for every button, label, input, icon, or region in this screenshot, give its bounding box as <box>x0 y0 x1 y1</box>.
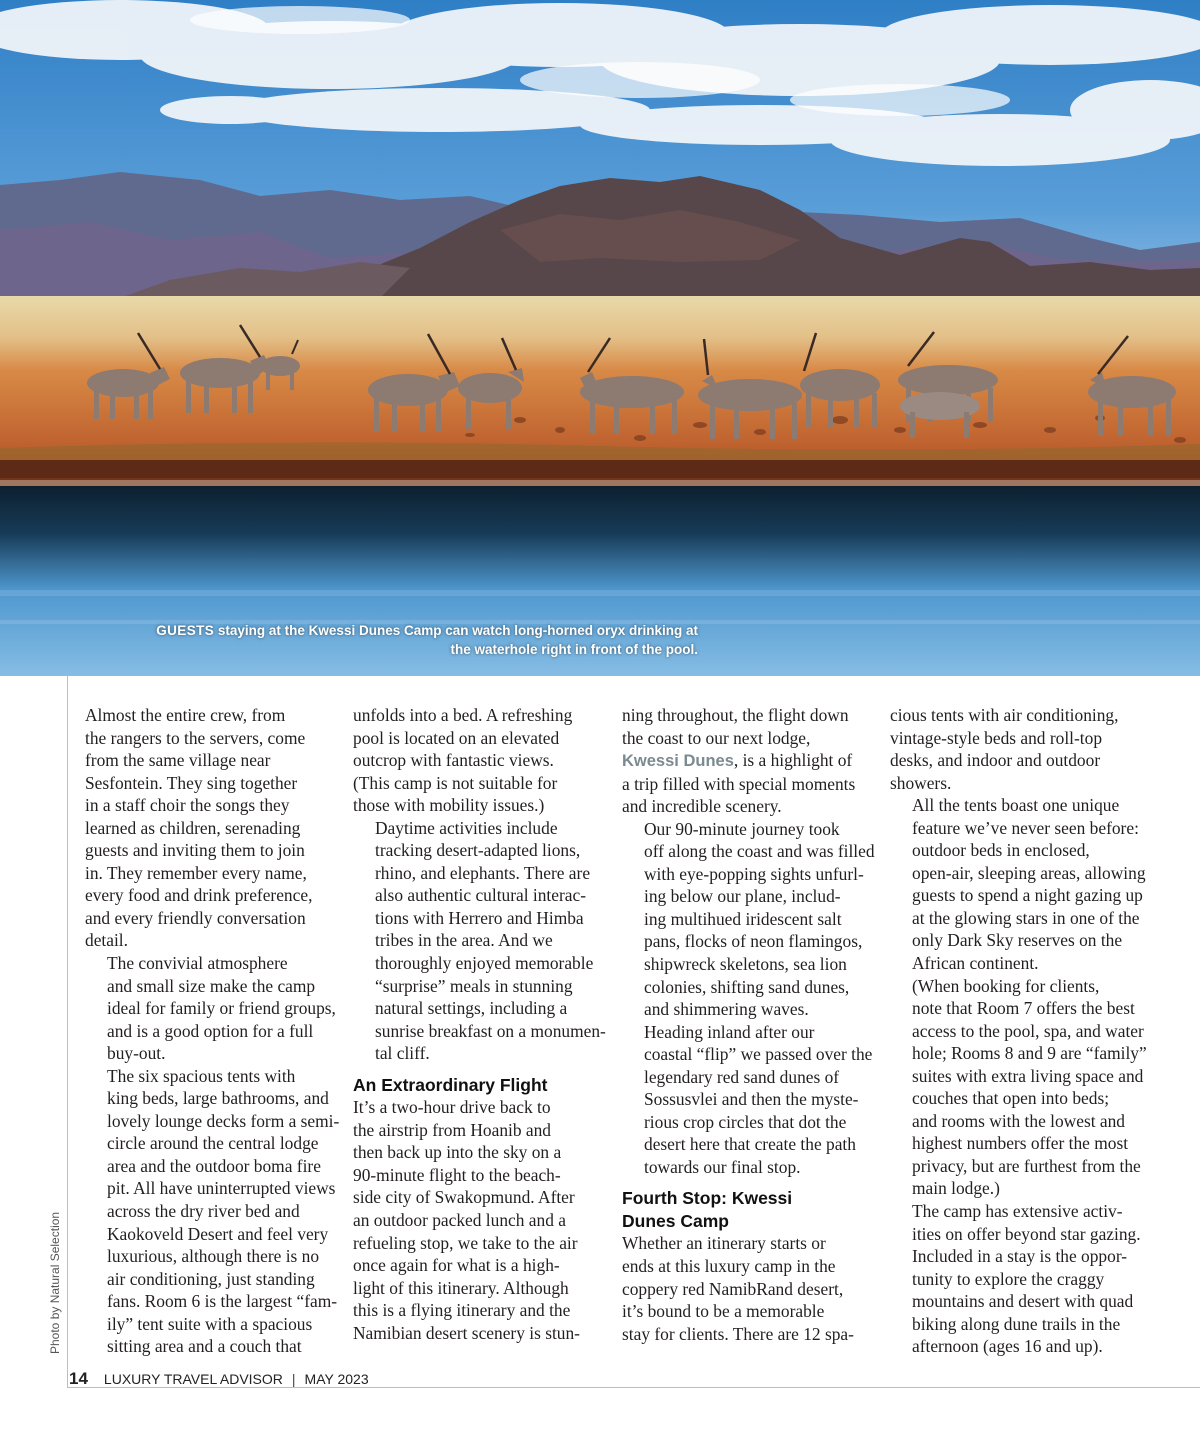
paragraph <box>353 817 606 1065</box>
text-line: coastal “flip” we passed over the <box>644 1044 873 1065</box>
text-line: Included in a stay is the oppor- <box>912 1246 1128 1267</box>
text-line: buy-out. <box>107 1043 166 1064</box>
paragraph <box>622 1021 872 1179</box>
text-line: guests to spend a night gazing up <box>912 885 1143 906</box>
text-line: tions with Herrero and Himba <box>375 907 584 928</box>
text-line: Almost the entire crew, from <box>85 705 286 725</box>
text-line: 90-minute flight to the beach- <box>353 1164 561 1185</box>
paragraph <box>622 1232 872 1345</box>
article-column-1 <box>85 704 340 1358</box>
paragraph <box>890 1200 1140 1358</box>
text-line: the rangers to the servers, come <box>85 727 306 748</box>
text-line: tracking desert-adapted lions, <box>375 840 581 861</box>
text-line: the airstrip from Hoanib and <box>353 1119 552 1140</box>
text-line: suites with extra living space and <box>912 1065 1144 1086</box>
text-line: colonies, shifting sand dunes, <box>644 976 850 997</box>
text-line: only Dark Sky reserves on the <box>912 930 1123 951</box>
text-line: and every friendly conversation <box>85 907 306 928</box>
issue-date: MAY 2023 <box>304 1371 369 1387</box>
text-line: The six spacious tents with <box>107 1065 296 1086</box>
text-line: with eye-popping sights unfurl- <box>644 863 864 884</box>
text-line: it’s bound to be a memorable <box>622 1301 825 1322</box>
text-line: pool is located on an elevated <box>353 727 560 748</box>
page-number: 14 <box>69 1369 88 1388</box>
paragraph <box>622 704 872 818</box>
paragraph <box>622 818 875 1021</box>
text-line: outcrop with fantastic views. <box>353 750 554 771</box>
text-line: area and the outdoor boma fire <box>107 1155 321 1176</box>
text-line: ities on offer beyond star gazing. <box>912 1223 1141 1244</box>
text-line: from the same village near <box>85 750 271 771</box>
section-heading: An Extraordinary Flight <box>353 1074 548 1095</box>
text-fragment: , is a highlight of <box>733 750 853 771</box>
text-line: (This camp is not suitable for <box>353 772 558 793</box>
text-line: open-air, sleeping areas, allowing <box>912 862 1146 883</box>
text-line: side city of Swakopmund. After <box>353 1187 575 1208</box>
text-line: Daytime activities include <box>375 817 558 838</box>
text-line: towards our final stop. <box>644 1156 801 1177</box>
text-line: in a staff choir the songs they <box>85 795 290 816</box>
text-line: legendary red sand dunes of <box>644 1066 840 1087</box>
text-line: desks, and indoor and outdoor <box>890 750 1101 771</box>
text-line: sunrise breakfast on a monumen- <box>375 1020 606 1041</box>
article-column-2 <box>353 704 606 1344</box>
text-line: vintage-style beds and roll-top <box>890 727 1103 748</box>
text-line: stay for clients. There are 12 spa- <box>622 1323 854 1344</box>
text-line: Heading inland after our <box>644 1021 815 1042</box>
text-line: this is a flying itinerary and the <box>353 1300 571 1321</box>
text-line: African continent. <box>912 953 1039 974</box>
text-line: natural settings, including a <box>375 998 568 1019</box>
hero-photo <box>0 0 1200 676</box>
text-line: ends at this luxury camp in the <box>622 1256 836 1277</box>
text-line: air conditioning, just standing <box>107 1268 315 1289</box>
text-line: an outdoor packed lunch and a <box>353 1209 566 1230</box>
heading-line: Dunes Camp <box>622 1210 729 1231</box>
text-line: and shimmering waves. <box>644 999 809 1020</box>
text-line: hole; Rooms 8 and 9 are “family” <box>912 1043 1147 1064</box>
caption-text-line-1: staying at the Kwessi Dunes Camp can watch long-horned oryx drinking at <box>214 623 698 638</box>
text-line: note that Room 7 offers the best <box>912 998 1135 1019</box>
text-line: shipwreck skeletons, sea lion <box>644 954 847 975</box>
text-line: “surprise” meals in stunning <box>375 975 573 996</box>
text-line: thoroughly enjoyed memorable <box>375 953 594 974</box>
text-line: circle around the central lodge <box>107 1133 319 1154</box>
text-line: and is a good option for a full <box>107 1020 314 1041</box>
paragraph <box>890 794 1146 974</box>
footer-separator: | <box>291 1371 296 1387</box>
text-line: The camp has extensive activ- <box>912 1201 1123 1222</box>
text-line: main lodge.) <box>912 1178 1000 1199</box>
text-line: once again for what is a high- <box>353 1255 560 1276</box>
text-line: lovely lounge decks form a semi- <box>107 1110 340 1131</box>
text-line: every food and drink preference, <box>85 885 313 906</box>
text-line: couches that open into beds; <box>912 1088 1110 1109</box>
photo-caption <box>0 621 698 659</box>
text-line: tunity to explore the craggy <box>912 1268 1105 1289</box>
paragraph <box>353 1096 603 1344</box>
paragraph <box>85 1065 340 1358</box>
text-line: and incredible scenery. <box>622 796 782 817</box>
magazine-name: LUXURY TRAVEL ADVISOR <box>103 1371 283 1387</box>
text-line: ing multihued iridescent salt <box>644 908 842 929</box>
text-line: Namibian desert scenery is stun- <box>353 1322 580 1343</box>
text-line: at the glowing stars in one of the <box>912 907 1140 928</box>
text-line: afternoon (ages 16 and up). <box>912 1336 1103 1357</box>
text-line: refueling stop, we take to the air <box>353 1232 578 1253</box>
text-line: Sossusvlei and then the myste- <box>644 1089 859 1110</box>
text-line: and small size make the camp <box>107 975 316 996</box>
text-line: Whether an itinerary starts or <box>622 1233 826 1254</box>
text-line: desert here that create the path <box>644 1134 856 1155</box>
text-line: king beds, large bathrooms, and <box>107 1088 329 1109</box>
text-line: guests and inviting them to join <box>85 840 305 861</box>
caption-lead: GUESTS <box>156 623 215 638</box>
text-line: Sesfontein. They sing together <box>85 772 298 793</box>
caption-text-line-2: the waterhole right in front of the pool. <box>450 642 698 657</box>
text-line: rhino, and elephants. There are <box>375 862 591 883</box>
text-line: highest numbers offer the most <box>912 1133 1129 1154</box>
text-line: tribes in the area. And we <box>375 930 553 951</box>
text-line <box>622 749 872 773</box>
text-line: outdoor beds in enclosed, <box>912 840 1090 861</box>
text-line: fans. Room 6 is the largest “fam- <box>107 1291 338 1312</box>
column-rule-vertical <box>67 676 68 1388</box>
text-line: The convivial atmosphere <box>107 953 288 974</box>
article-column-4 <box>890 704 1147 1358</box>
text-line: ing below our plane, includ- <box>644 886 841 907</box>
text-line: cious tents with air conditioning, <box>890 705 1119 725</box>
oryx-waterhole-illustration <box>0 0 1200 676</box>
text-line: coppery red NamibRand desert, <box>622 1278 844 1299</box>
text-line: off along the coast and was filled <box>644 841 875 862</box>
text-line: biking along dune trails in the <box>912 1313 1121 1334</box>
text-line: then back up into the sky on a <box>353 1142 562 1163</box>
text-line: and rooms with the lowest and <box>912 1110 1126 1131</box>
text-line: access to the pool, spa, and water <box>912 1020 1144 1041</box>
text-line: light of this itinerary. Although <box>353 1277 569 1298</box>
text-line: It’s a two-hour drive back to <box>353 1097 551 1118</box>
text-line: Our 90-minute journey took <box>644 818 840 839</box>
text-line: privacy, but are furthest from the <box>912 1155 1141 1176</box>
text-line: ily” tent suite with a spacious <box>107 1313 313 1334</box>
heading-line: Fourth Stop: Kwessi <box>622 1188 793 1209</box>
photo-credit: Photo by Natural Selection <box>48 1211 62 1354</box>
text-line: feature we’ve never seen before: <box>912 817 1139 838</box>
text-line: unfolds into a bed. A refreshing <box>353 705 573 725</box>
text-line: mountains and desert with quad <box>912 1291 1134 1312</box>
text-line: showers. <box>890 772 952 793</box>
text-line: ning throughout, the flight down <box>622 705 849 725</box>
text-line: All the tents boast one unique <box>912 795 1120 816</box>
text-line: ideal for family or friend groups, <box>107 998 336 1019</box>
text-line: a trip filled with special moments <box>622 773 856 794</box>
article-column-3 <box>622 704 875 1345</box>
text-line: learned as children, serenading <box>85 817 301 838</box>
paragraph <box>85 704 335 952</box>
paragraph <box>890 704 1140 794</box>
text-line: sitting area and a couch that <box>107 1336 302 1357</box>
text-line: also authentic cultural interac- <box>375 885 587 906</box>
text-line: luxurious, although there is no <box>107 1246 320 1267</box>
paragraph <box>890 975 1147 1200</box>
lodge-name-highlight: Kwessi Dunes <box>622 752 734 771</box>
text-line: detail. <box>85 930 128 951</box>
paragraph <box>353 704 603 817</box>
page-footer <box>69 1369 369 1393</box>
text-line: those with mobility issues.) <box>353 795 545 816</box>
text-line: in. They remember every name, <box>85 862 307 883</box>
text-line: (When booking for clients, <box>912 975 1100 996</box>
text-line: across the dry river bed and <box>107 1201 300 1222</box>
paragraph <box>85 952 335 1065</box>
text-line: rious crop circles that dot the <box>644 1111 847 1132</box>
text-line: pit. All have uninterrupted views <box>107 1178 336 1199</box>
section-heading <box>622 1187 872 1232</box>
text-line: Kaokoveld Desert and feel very <box>107 1223 329 1244</box>
text-line: tal cliff. <box>375 1043 430 1064</box>
text-lines <box>622 773 872 818</box>
text-line: the coast to our next lodge, <box>622 727 811 748</box>
text-line: pans, flocks of neon flamingos, <box>644 931 863 952</box>
